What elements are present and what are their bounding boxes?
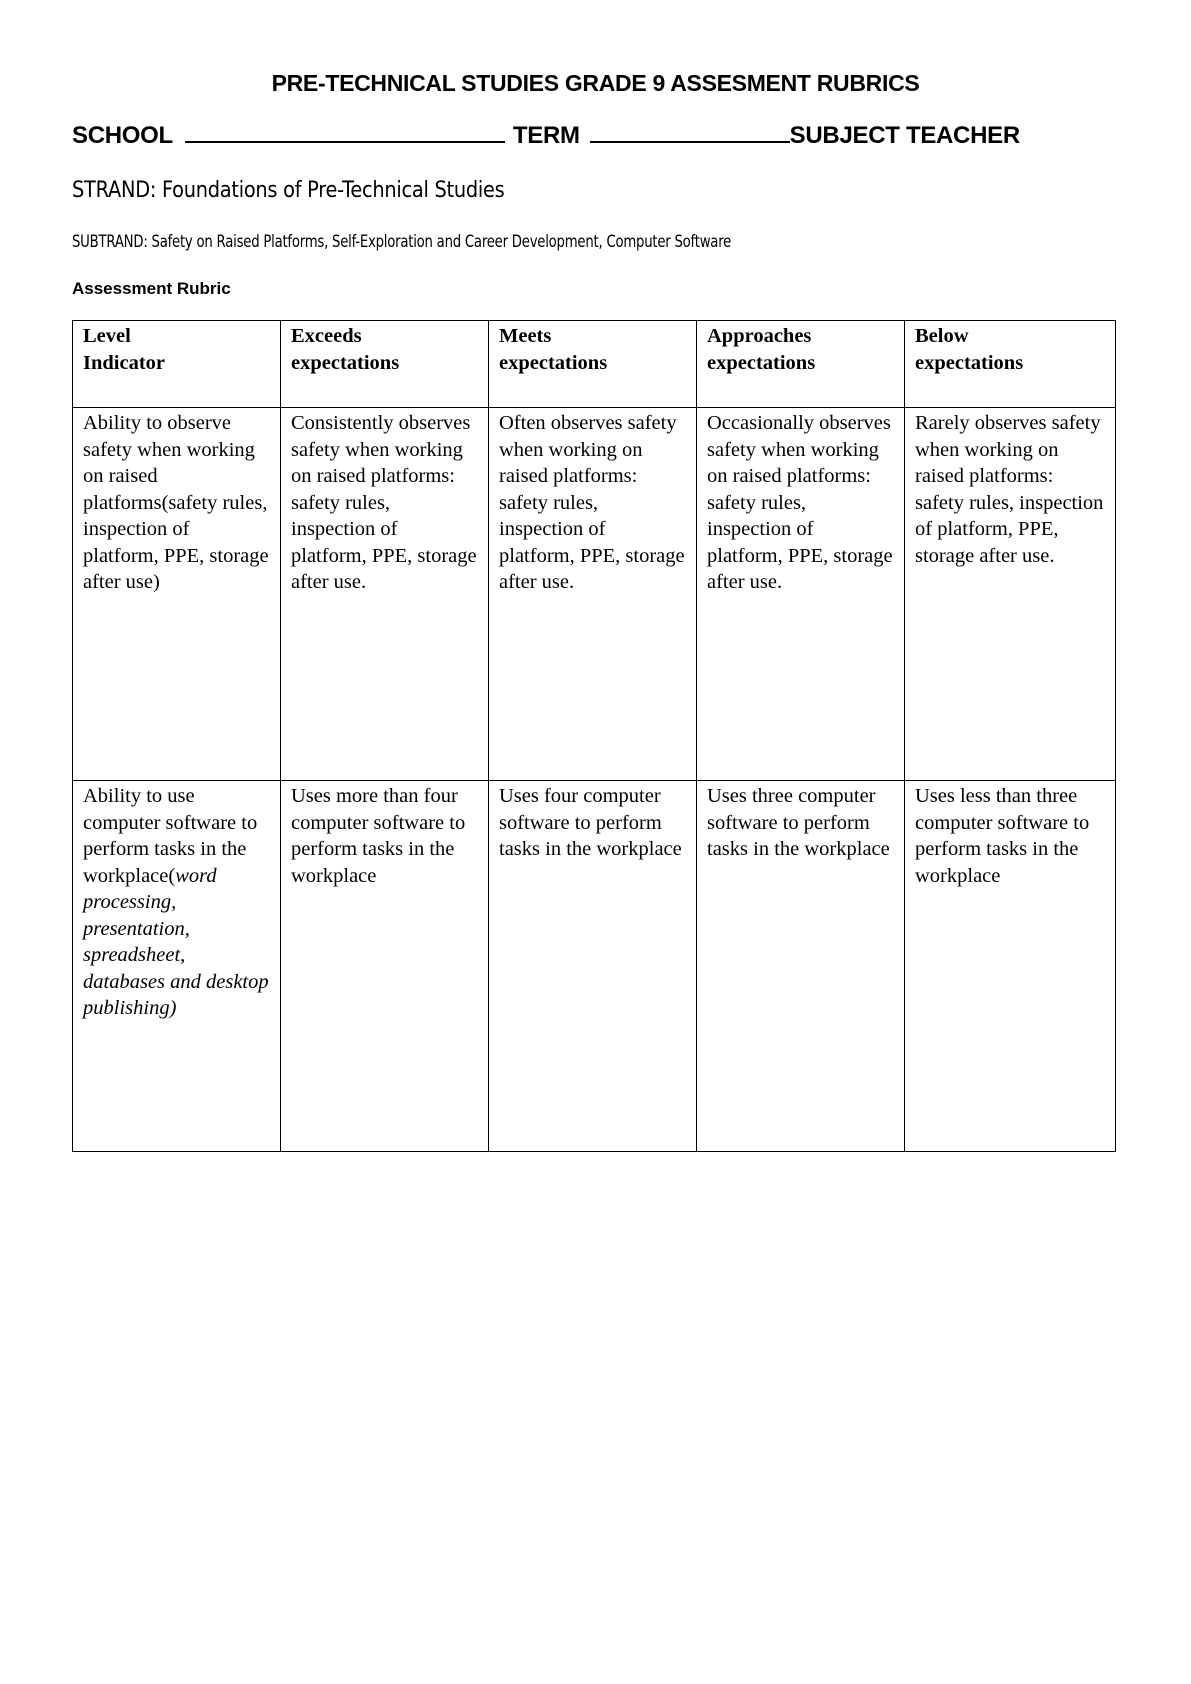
exceeds-cell: Uses more than four computer software to perform tasks in the workplace	[281, 781, 489, 1152]
approaches-cell: Occasionally observes safety when working on raised platforms: safety rules, inspection of platform, PPE, storage after use.	[697, 408, 905, 781]
term-blank-line	[590, 123, 790, 143]
school-label: SCHOOL	[72, 122, 173, 149]
header-line: Approaches	[707, 325, 812, 347]
indicator-cell	[73, 781, 281, 1152]
below-cell: Uses less than three computer software to perform tasks in the workplace	[905, 781, 1116, 1152]
header-line: Indicator	[83, 351, 165, 374]
table-header-row	[73, 321, 1116, 408]
indicator-italic-text: word processing, presentation, spreadsheet, databases and desktop publishing)	[83, 864, 269, 1019]
header-line: Meets	[499, 325, 552, 347]
indicator-text: Ability to use computer software to perform tasks in the workplace(	[83, 785, 258, 887]
header-line: expectations	[291, 351, 400, 374]
strand-line: STRAND: Foundations of Pre-Technical Studies	[72, 178, 505, 203]
school-blank-line	[185, 123, 505, 143]
header-fields	[72, 122, 1020, 150]
header-line: expectations	[499, 351, 608, 374]
table-row	[73, 781, 1116, 1152]
header-cell-meets	[489, 321, 697, 408]
document-title: PRE-TECHNICAL STUDIES GRADE 9 ASSESMENT RUBRICS	[271, 70, 920, 96]
term-label: TERM	[512, 122, 580, 149]
assessment-rubric-table	[72, 320, 1116, 1152]
indicator-cell: Ability to observe safety when working on raised platforms(safety rules, inspection of platform, PPE, storage after use)	[73, 408, 281, 781]
rubric-heading: Assessment Rubric	[72, 279, 231, 298]
meets-cell: Often observes safety when working on raised platforms: safety rules, inspection of platform, PPE, storage after use.	[489, 408, 697, 781]
approaches-cell: Uses three computer software to perform tasks in the workplace	[697, 781, 905, 1152]
header-cell-exceeds	[281, 321, 489, 408]
substrand-line: SUBTRAND: Safety on Raised Platforms, Self-Exploration and Career Development, Computer Software	[72, 232, 732, 252]
meets-cell: Uses four computer software to perform tasks in the workplace	[489, 781, 697, 1152]
header-line: expectations	[707, 351, 816, 374]
table-row	[73, 408, 1116, 781]
exceeds-cell: Consistently observes safety when working on raised platforms: safety rules, inspection of platform, PPE, storage after use.	[281, 408, 489, 781]
header-cell-level-indicator	[73, 321, 281, 408]
header-line: Below	[915, 325, 969, 347]
subject-teacher-label: SUBJECT TEACHER	[789, 122, 1020, 149]
header-cell-below	[905, 321, 1116, 408]
header-line: Level	[83, 325, 131, 347]
header-line: expectations	[915, 351, 1024, 374]
header-line: Exceeds	[291, 325, 362, 347]
header-cell-approaches	[697, 321, 905, 408]
below-cell: Rarely observes safety when working on raised platforms: safety rules, inspection of platform, PPE, storage after use.	[905, 408, 1116, 781]
